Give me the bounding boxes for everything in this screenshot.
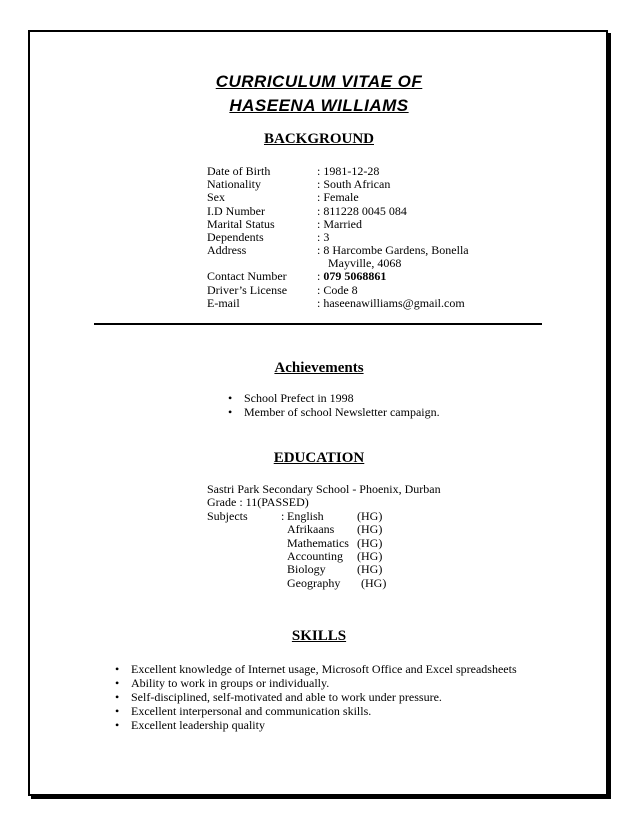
field-value: : South African	[317, 177, 391, 191]
field-value: : Female	[317, 190, 359, 204]
field-label: E-mail	[207, 296, 240, 310]
bullet-icon: •	[115, 676, 120, 690]
field-value: : haseenawilliams@gmail.com	[317, 296, 465, 310]
subject-level: (HG)	[357, 562, 383, 576]
field-value: : Married	[317, 217, 362, 231]
grade-line: Grade : 11(PASSED)	[207, 495, 309, 509]
subject-level: (HG)	[361, 576, 387, 590]
field-label: Address	[207, 243, 247, 257]
subject-name: Mathematics	[287, 536, 349, 550]
achievements-heading: Achievements	[274, 360, 364, 376]
subject-name: Geography	[287, 576, 341, 590]
bullet-icon: •	[115, 704, 120, 718]
field-value: : 811228 0045 084	[317, 204, 407, 218]
skills-heading: SKILLS	[291, 628, 347, 644]
field-label: Driver’s License	[207, 283, 288, 297]
field-value: : Code 8	[317, 283, 358, 297]
field-value: : 1981-12-28	[317, 164, 380, 178]
field-label: Marital Status	[207, 217, 275, 231]
bullet-icon: •	[115, 690, 120, 704]
cv-title-line2: HASEENA WILLIAMS	[229, 96, 409, 115]
subject-level: (HG)	[357, 536, 383, 550]
subject-level: (HG)	[357, 549, 383, 563]
bullet-icon: •	[115, 662, 120, 676]
subjects-label: Subjects	[207, 509, 248, 523]
cv-title-line1: CURRICULUM VITAE OF	[215, 72, 423, 91]
field-label: Nationality	[207, 177, 261, 191]
field-value: : 8 Harcombe Gardens, Bonella	[317, 243, 469, 257]
field-label: I.D Number	[207, 204, 265, 218]
subject-level: (HG)	[357, 509, 383, 523]
background-heading: BACKGROUND	[263, 131, 374, 147]
bullet-icon: •	[228, 405, 233, 419]
field-label: Date of Birth	[207, 164, 271, 178]
field-label: Contact Number	[207, 269, 287, 283]
subject-level: (HG)	[357, 522, 383, 536]
subject-name: Biology	[287, 562, 326, 576]
field-value	[317, 269, 386, 283]
education-heading: EDUCATION	[273, 450, 365, 466]
subject-name: English	[287, 509, 324, 523]
field-value: Mayville, 4068	[328, 256, 402, 270]
section-divider	[94, 323, 542, 325]
school-name: Sastri Park Secondary School - Phoenix, Durban	[207, 482, 441, 496]
subjects-separator: :	[281, 509, 285, 523]
field-label: Dependents	[207, 230, 264, 244]
bullet-icon: •	[228, 391, 233, 405]
field-value: : 3	[317, 230, 330, 244]
field-label: Sex	[207, 190, 225, 204]
subject-name: Accounting	[287, 549, 343, 563]
field-value-prefix: :	[317, 269, 324, 283]
bullet-icon: •	[115, 718, 120, 732]
contact-number: 079 5068861	[323, 269, 387, 283]
subject-name: Afrikaans	[287, 522, 335, 536]
